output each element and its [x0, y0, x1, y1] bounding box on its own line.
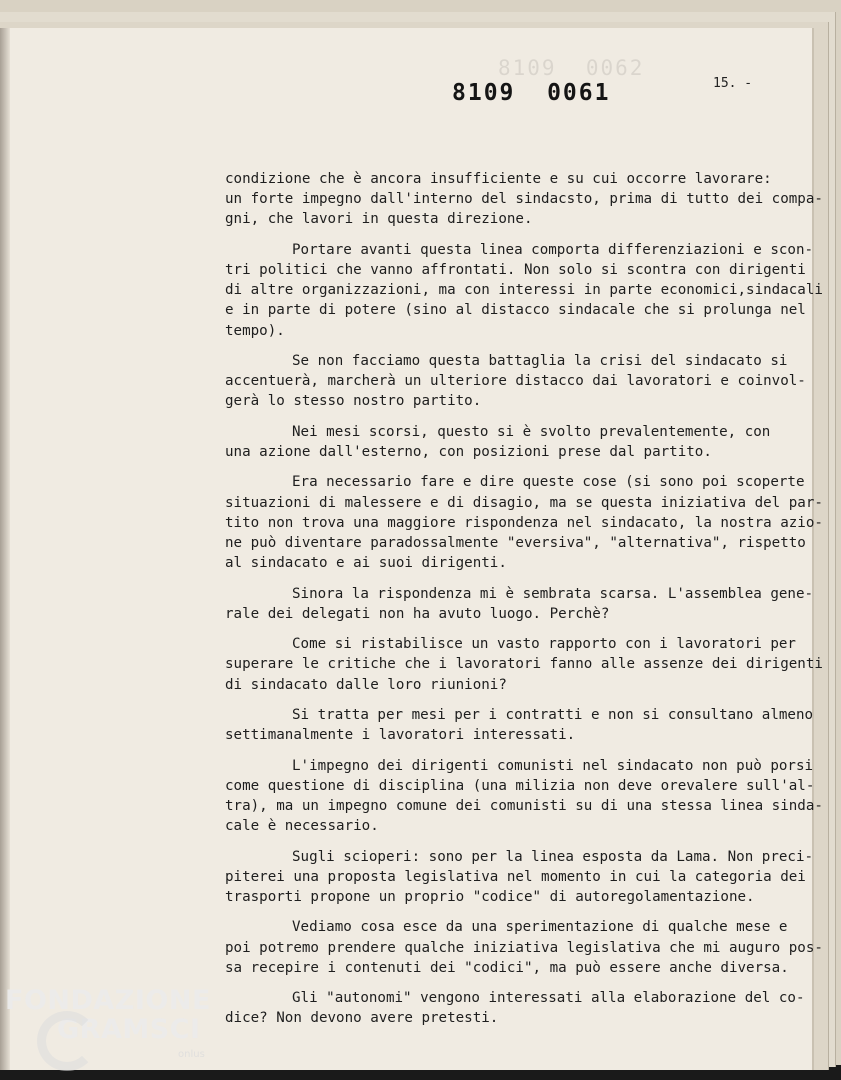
text-line: tri politici che vanno affrontati. Non solo si scontra con dirigenti — [225, 262, 806, 278]
body-text — [225, 169, 823, 1039]
document-code: 8109 0061 — [452, 80, 611, 106]
paragraph — [225, 756, 823, 837]
text-line: Come si ristabilisce un vasto rapporto con i lavoratori per — [292, 636, 796, 653]
text-line: di altre organizzazioni, ma con interessi in parte economici,sindacali — [225, 282, 823, 299]
paragraph — [225, 584, 814, 624]
text-line: un forte impegno dall'interno del sindacsto, prima di tutto dei compa- — [225, 191, 823, 208]
watermark-suffix: onlus — [178, 1049, 205, 1060]
text-line: al sindacato e ai suoi dirigenti. — [225, 555, 507, 572]
text-line: Nei mesi scorsi, questo si è svolto prevalentemente, con — [292, 423, 771, 440]
text-line: ne può diventare paradossalmente "eversiva", "alternativa", rispetto — [225, 535, 806, 551]
text-line: una azione dall'esterno, con posizioni prese dal partito. — [225, 444, 712, 460]
document-page — [0, 28, 823, 1070]
text-line: Si tratta per mesi per i contratti e non si consultano almeno — [292, 706, 814, 723]
text-line: superare le critiche che i lavoratori fanno alle assenze dei dirigenti — [225, 656, 823, 673]
text-line: cale è necessario. — [225, 818, 379, 835]
page-binding-edge — [0, 28, 10, 1070]
paragraph — [225, 351, 805, 412]
paragraph — [225, 169, 823, 230]
watermark-line2: GRAMSCI — [57, 1014, 201, 1045]
text-line: tempo). — [225, 322, 285, 339]
fondazione-gramsci-watermark — [5, 985, 211, 1060]
text-line: gni, che lavori in questa direzione. — [225, 211, 533, 228]
text-line: dice? Non devono avere pretesti. — [225, 1010, 499, 1027]
paragraph — [225, 240, 823, 341]
text-line: Sinora la rispondenza mi è sembrata scarsa. L'assemblea gene- — [292, 585, 814, 602]
paragraph — [225, 988, 805, 1028]
watermark-line1: FONDAZIONE — [5, 985, 211, 1016]
text-line: condizione che è ancora insufficiente e su cui occorre lavorare: — [225, 171, 772, 187]
text-line: situazioni di malessere e di disagio, ma se questa iniziativa del par- — [225, 494, 823, 511]
text-line: gerà lo stesso nostro partito. — [225, 393, 482, 410]
text-line: tra), ma un impegno comune dei comunisti su di una stessa linea sinda- — [225, 797, 823, 814]
text-line: accentuerà, marcherà un ulteriore distacco dai lavoratori e coinvol- — [225, 373, 806, 390]
bleed-through-code: 8109 0062 — [498, 56, 645, 80]
paragraph — [225, 472, 823, 573]
gramsci-logo-icon — [37, 1011, 97, 1071]
page-number: 15. - — [713, 76, 753, 91]
text-line: settimanalmente i lavoratori interessati. — [225, 727, 576, 744]
text-line: rale dei delegati non ha avuto luogo. Perchè? — [225, 605, 610, 622]
text-line: Vediamo cosa esce da una sperimentazione di qualche mese e — [292, 919, 788, 936]
text-line: Gli "autonomi" vengono interessati alla elaborazione del co- — [292, 990, 805, 1007]
text-line: trasporti propone un proprio "codice" di autoregolamentazione. — [225, 888, 755, 905]
text-line: poi potremo prendere qualche iniziativa legislativa che mi auguro pos- — [225, 939, 823, 956]
text-line: piterei una proposta legislativa nel momento in cui la categoria dei — [225, 868, 806, 885]
paragraph — [225, 634, 823, 695]
text-line: Se non facciamo questa battaglia la crisi del sindacato si — [292, 353, 788, 369]
text-line: sa recepire i contenuti dei "codici", ma può essere anche diversa. — [225, 959, 789, 976]
text-line: come questione di disciplina (una milizia non deve orevalere sull'al- — [225, 777, 815, 794]
text-line: Era necessario fare e dire queste cose (si sono poi scoperte — [292, 474, 805, 491]
text-line: L'impegno dei dirigenti comunisti nel sindacato non può porsi — [292, 757, 814, 774]
paragraph — [225, 917, 823, 978]
text-line: Sugli scioperi: sono per la linea esposta da Lama. Non preci- — [292, 848, 814, 865]
paragraph — [225, 847, 814, 908]
text-line: e in parte di potere (sino al distacco sindacale che si prolunga nel — [225, 302, 806, 319]
text-line: Portare avanti questa linea comporta differenziazioni e scon- — [292, 241, 814, 258]
paragraph — [225, 705, 814, 745]
text-line: di sindacato dalle loro riunioni? — [225, 676, 507, 693]
paragraph — [225, 422, 805, 462]
text-line: tito non trova una maggiore rispondenza nel sindacato, la nostra azio- — [225, 514, 823, 531]
